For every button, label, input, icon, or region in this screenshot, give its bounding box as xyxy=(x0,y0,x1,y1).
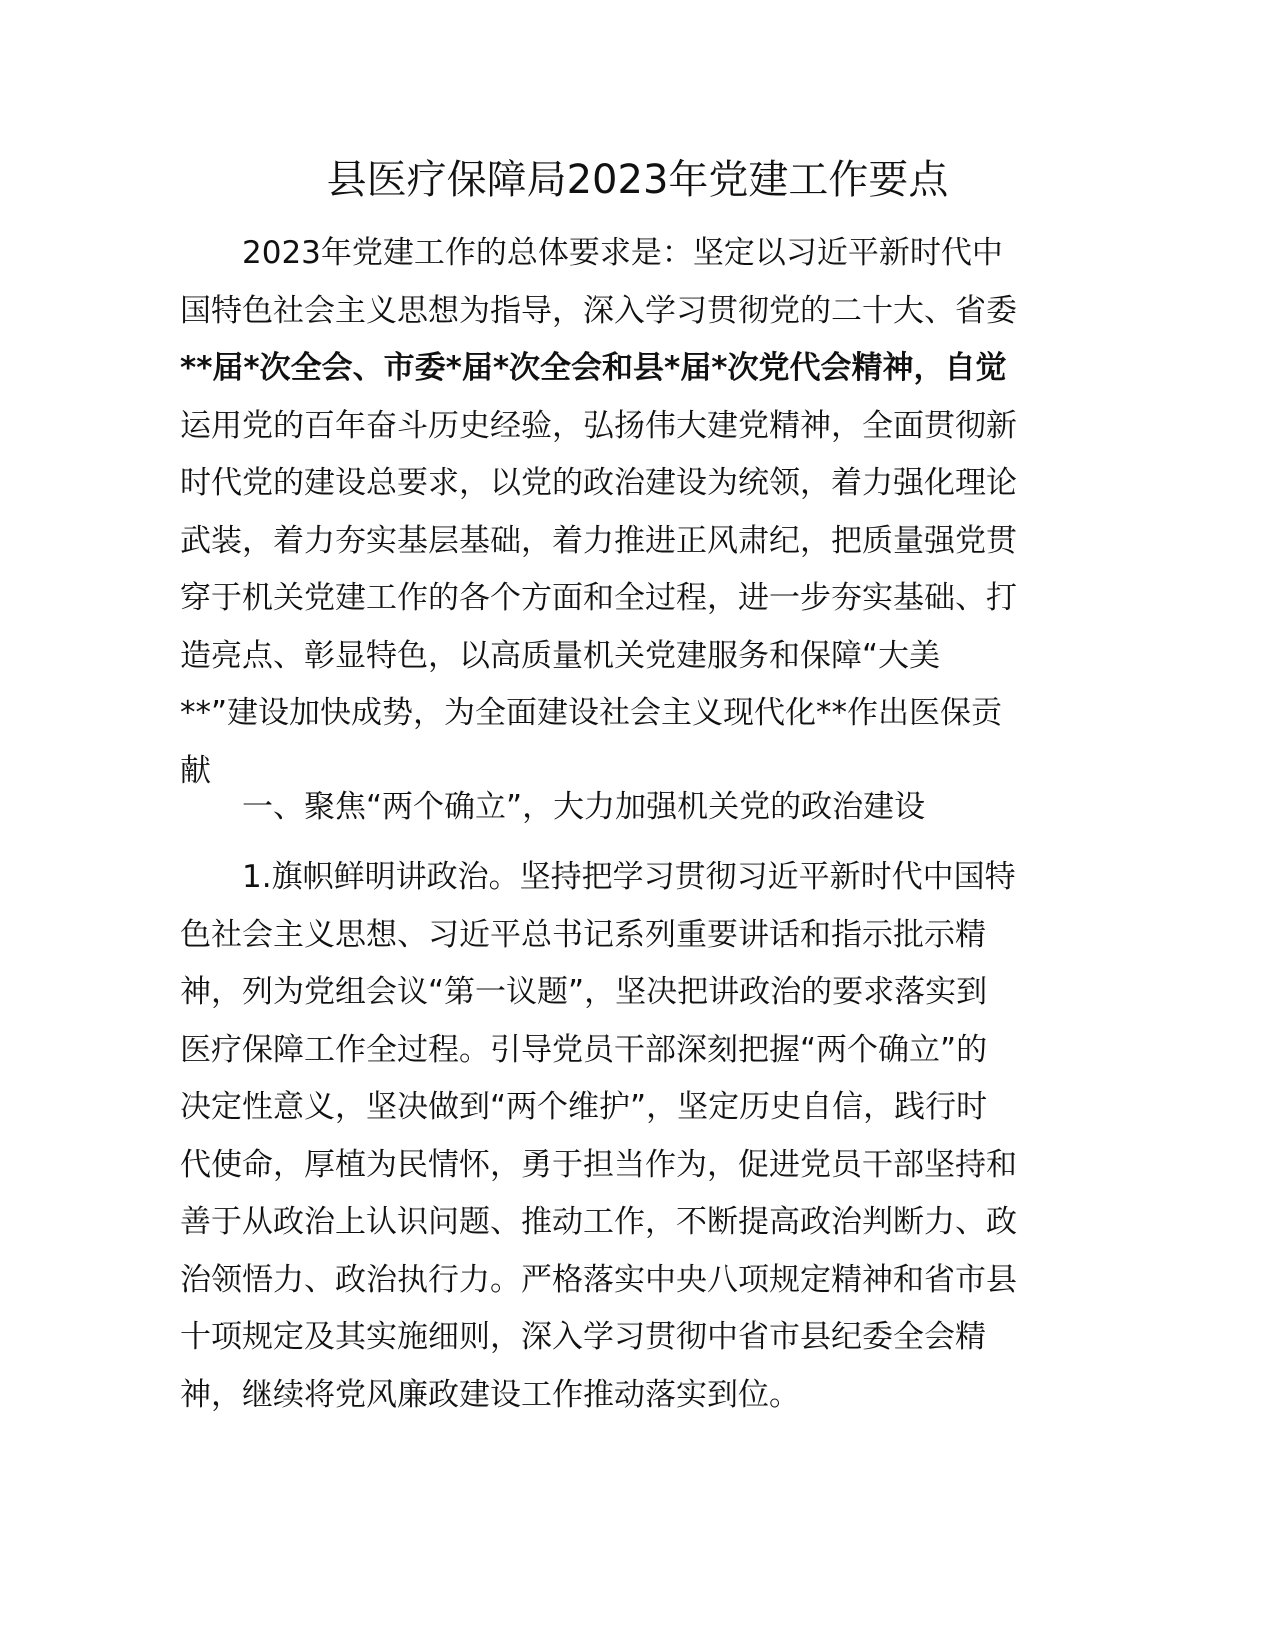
text-line: 时代党的建设总要求，以党的政治建设为统领，着力强化理论 xyxy=(180,465,1017,501)
text-line: 造亮点、彰显特色，以高质量机关党建服务和保障“大美 xyxy=(180,637,941,674)
text-line: 运用党的百年奋斗历史经验，弘扬伟大建党精神，全面贯彻新 xyxy=(180,407,1017,444)
text-line: 献 xyxy=(180,752,211,789)
text-line: 1.旗帜鲜明讲政治。坚持把学习贯彻习近平新时代中国特 xyxy=(242,859,1016,895)
text-line: 治领悟力、政治执行力。严格落实中央八项规定精神和省市县 xyxy=(180,1261,1017,1298)
text-line: 2023年党建工作的总体要求是：坚定以习近平新时代中 xyxy=(242,235,1003,271)
text-line: 穿于机关党建工作的各个方面和全过程，进一步夯实基础、打 xyxy=(180,580,1017,616)
text-line: 国特色社会主义思想为指导，深入学习贯彻党的二十大、省委 xyxy=(180,292,1017,329)
text-line: 神，继续将党风廉政建设工作推动落实到位。 xyxy=(180,1376,800,1413)
text-line: 善于从政治上认识问题、推动工作，不断提高政治判断力、政 xyxy=(180,1204,1017,1240)
text-line: 武装，着力夯实基层基础，着力推进正风肃纪，把质量强党贯 xyxy=(180,522,1017,559)
text-line: 代使命，厚植为民情怀，勇于担当作为，促进党员干部坚持和 xyxy=(180,1146,1017,1183)
text-line: 十项规定及其实施细则，深入学习贯彻中省市县纪委全会精 xyxy=(180,1319,986,1355)
text-line: 医疗保障工作全过程。引导党员干部深刻把握“两个确立”的 xyxy=(180,1031,988,1068)
intro-paragraph xyxy=(180,225,1095,800)
text-line: 决定性意义，坚决做到“两个维护”，坚定历史自信，践行时 xyxy=(180,1089,988,1125)
section-heading-1 xyxy=(180,779,1095,837)
item-1-paragraph xyxy=(180,849,1095,1424)
text-line: **”建设加快成势，为全面建设社会主义现代化**作出医保贡 xyxy=(180,695,1003,731)
text-line: 色社会主义思想、习近平总书记系列重要讲话和指示批示精 xyxy=(180,916,986,953)
text-line: **届*次全会、市委*届*次全会和县*届*次党代会精神，自觉 xyxy=(180,350,1007,386)
document-title: 县医疗保障局2023年党建工作要点 xyxy=(326,157,949,203)
text-line: 神，列为党组会议“第一议题”，坚决把讲政治的要求落实到 xyxy=(180,974,988,1010)
section-heading-text: 一、聚焦“两个确立”，大力加强机关党的政治建设 xyxy=(242,789,926,825)
